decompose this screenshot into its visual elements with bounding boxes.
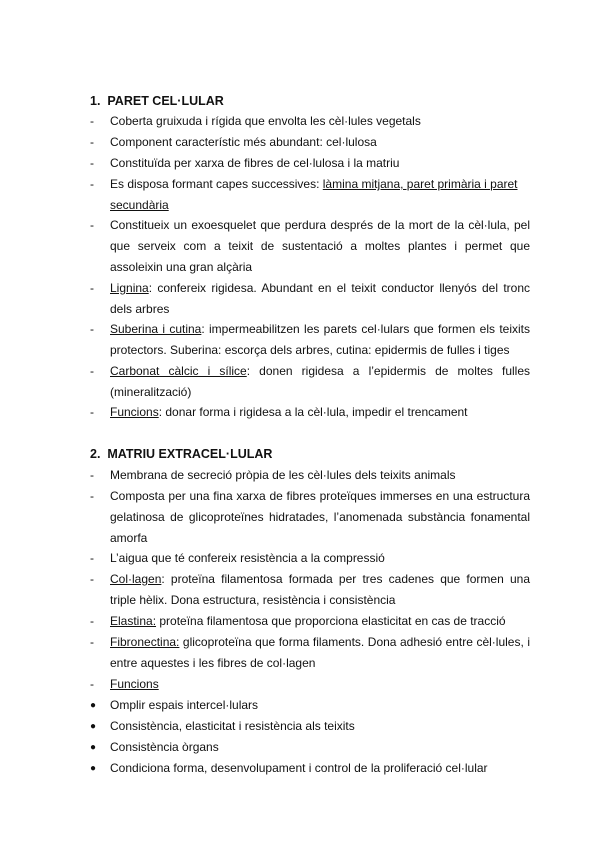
item-text-underlined: Funcions (110, 405, 159, 419)
item-text-plain: Condiciona forma, desenvolupament i control de la proliferació cel·lular (110, 761, 488, 775)
item-text-plain: glicoproteïna que forma filaments. Dona adhesió entre cèl·lules, i entre aquestes i les fibres de col·lagen (110, 635, 530, 670)
dash-marker: - (90, 218, 94, 232)
dash-marker: - (90, 614, 94, 628)
list-item (90, 361, 530, 403)
item-text-plain: proteïna filamentosa que proporciona elasticitat en cas de tracció (156, 614, 506, 628)
list-item (90, 758, 530, 779)
item-text-plain: Coberta gruixuda i rígida que envolta les cèl·lules vegetals (110, 114, 421, 128)
list-item (90, 632, 530, 674)
bullet-marker: ● (90, 721, 97, 732)
item-text-plain: Consistència òrgans (110, 740, 219, 754)
item-text (110, 174, 530, 216)
list-item (90, 548, 530, 569)
bullet-marker: ● (90, 763, 97, 774)
item-text (110, 361, 530, 403)
list-item (90, 278, 530, 320)
item-text-underlined: Carbonat càlcic i sílice (110, 364, 247, 378)
item-text (110, 111, 530, 132)
section-heading-matriu (90, 447, 272, 461)
item-text (110, 278, 530, 320)
dash-marker: - (90, 114, 94, 128)
item-text (110, 632, 530, 674)
dash-marker: - (90, 281, 94, 295)
dash-marker: - (90, 156, 94, 170)
item-text-plain: Membrana de secreció pròpia de les cèl·lules dels teixits animals (110, 468, 456, 482)
list-item (90, 111, 530, 132)
dash-marker: - (90, 551, 94, 565)
item-text-underlined: làmina mitjana, paret primària i paret secundària (110, 177, 518, 212)
list-item (90, 215, 530, 278)
list-item (90, 132, 530, 153)
dash-marker: - (90, 322, 94, 336)
list-item (90, 486, 530, 549)
item-text-underlined: Lignina (110, 281, 149, 295)
item-text (110, 569, 530, 611)
dash-marker: - (90, 177, 94, 191)
section-number: 2. (90, 447, 101, 461)
list-item (90, 319, 530, 361)
list-item (90, 569, 530, 611)
item-text-underlined: Suberina i cutina (110, 322, 202, 336)
dash-marker: - (90, 135, 94, 149)
bullet-marker: ● (90, 700, 97, 711)
item-text (110, 695, 530, 716)
item-text-plain: Component característic més abundant: cel·lulosa (110, 135, 377, 149)
dash-marker: - (90, 635, 94, 649)
list-item (90, 174, 530, 216)
item-text (110, 132, 530, 153)
item-text (110, 153, 530, 174)
item-text-plain: : donen rigidesa a l’epidermis de moltes fulles (mineralització) (110, 364, 530, 399)
item-text (110, 611, 530, 632)
dash-marker: - (90, 364, 94, 378)
item-text (110, 486, 530, 549)
item-text-plain: Composta per una fina xarxa de fibres proteïques immerses en una estructura gelatinosa de glicoproteïnes hidratades, l’anomenada substància fonamental amorfa (110, 489, 530, 545)
list-item (90, 716, 530, 737)
item-text-plain: Constitueix un exoesquelet que perdura després de la mort de la cèl·lula, pel que serveix com a teixit de sustentació a moltes plantes i permet que assoleixin una gran alçària (110, 218, 530, 274)
item-text (110, 215, 530, 278)
list-item (90, 737, 530, 758)
list-item (90, 611, 530, 632)
section-title: MATRIU EXTRACEL·LULAR (107, 447, 273, 461)
list-item (90, 674, 530, 695)
item-text-plain: Consistència, elasticitat i resistència als teixits (110, 719, 355, 733)
item-text-underlined: Col·lagen (110, 572, 162, 586)
section-number: 1. (90, 94, 101, 108)
dash-marker: - (90, 468, 94, 482)
bullet-marker: ● (90, 742, 97, 753)
list-item (90, 465, 530, 486)
item-text-plain: Es disposa formant capes successives: (110, 177, 323, 191)
item-text-plain: : donar forma i rigidesa a la cèl·lula, impedir el trencament (158, 405, 468, 419)
item-text-underlined: Fibronectina: (110, 635, 180, 649)
item-text (110, 716, 530, 737)
list-item (90, 402, 530, 423)
item-text-plain: Omplir espais intercel·lulars (110, 698, 259, 712)
item-text (110, 674, 530, 695)
list-item (90, 695, 530, 716)
dash-marker: - (90, 489, 94, 503)
dash-marker: - (90, 677, 94, 691)
item-text (110, 548, 530, 569)
section-title: PARET CEL·LULAR (107, 94, 224, 108)
item-text-plain: : impermeabilitzen les parets cel·lulars que formen els teixits protectors. Suberina: escorça dels arbres, cutina: epidermis de fulles i tiges (110, 322, 531, 357)
item-text (110, 737, 530, 758)
item-text (110, 319, 530, 361)
item-text-plain: : confereix rigidesa. Abundant en el teixit conductor llenyós del tronc dels arbres (110, 281, 530, 316)
item-text-plain: L’aigua que té confereix resistència a la compressió (110, 551, 385, 565)
section-heading-paret (90, 94, 224, 108)
item-text (110, 402, 530, 423)
item-text-underlined: Elastina: (110, 614, 157, 628)
item-text (110, 465, 530, 486)
list-item (90, 153, 530, 174)
dash-marker: - (90, 405, 94, 419)
item-text-underlined: Funcions (110, 677, 159, 691)
dash-marker: - (90, 572, 94, 586)
item-text-plain: Constituïda per xarxa de fibres de cel·lulosa i la matriu (110, 156, 400, 170)
item-text-plain: : proteïna filamentosa formada per tres cadenes que formen una triple hèlix. Dona estructura, resistència i consistència (110, 572, 530, 607)
item-text (110, 758, 530, 779)
